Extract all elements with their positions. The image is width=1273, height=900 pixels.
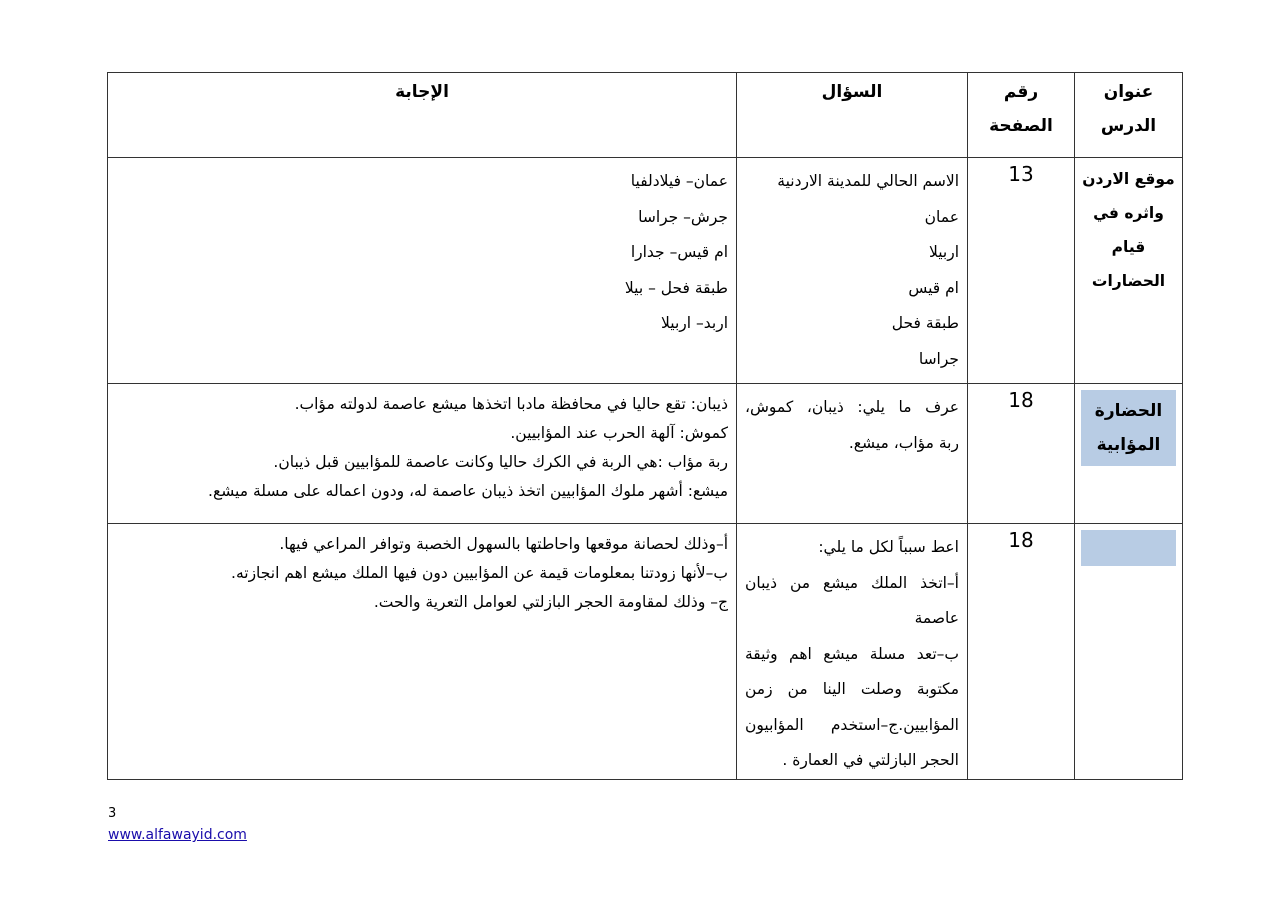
lesson-cell: موقع الاردن واثره في قيام الحضارات bbox=[1075, 158, 1183, 384]
page-number-cell: 13 bbox=[968, 158, 1075, 384]
table-row bbox=[108, 158, 1183, 384]
table-header-row bbox=[108, 73, 1183, 158]
page-number-cell: 18 bbox=[968, 384, 1075, 524]
header-answer: الإجابة bbox=[108, 73, 737, 158]
website-link[interactable]: www.alfawayid.com bbox=[108, 827, 247, 843]
answer-cell: عمان– فيلادلفيا جرش– جراسا ام قيس– جدارا طبقة فحل – بيلا اربد– اربيلا bbox=[108, 158, 737, 384]
answer-cell: ذيبان: تقع حاليا في محافظة مادبا اتخذها ميشع عاصمة لدولته مؤاب. كموش: آلهة الحرب عند المؤابيين. ربة مؤاب :هي الربة في الكرك حاليا وكانت عاصمة للمؤابيين قبل ذيبان. ميشع: أشهر ملوك المؤابيين اتخذ ذيبان عاصمة له، ودون اعماله على مسلة ميشع. bbox=[108, 384, 737, 524]
lesson-table bbox=[107, 72, 1183, 780]
question-cell: عرف ما يلي: ذيبان، كموش، ربة مؤاب، ميشع. bbox=[737, 384, 968, 524]
header-page-number: رقم الصفحة bbox=[968, 73, 1075, 158]
header-lesson-title: عنوان الدرس bbox=[1075, 73, 1183, 158]
lesson-cell bbox=[1075, 384, 1183, 524]
page-number-cell: 18 bbox=[968, 524, 1075, 780]
answer-cell: أ–وذلك لحصانة موقعها واحاطتها بالسهول الخصبة وتوافر المراعي فيها. ب–لأنها زودتنا بمعلومات قيمة عن المؤابيين دون فيها الملك ميشع اهم انجازته. ج– وذلك لمقاومة الحجر البازلتي لعوامل التعرية والحت. bbox=[108, 524, 737, 780]
question-cell: اعط سبباً لكل ما يلي: أ–اتخذ الملك ميشع من ذيبان عاصمة ب–تعد مسلة ميشع اهم وثيقة مكتوبة وصلت الينا من زمن المؤابيين.ج–استخدم المؤابيون الحجر البازلتي في العمارة . bbox=[737, 524, 968, 780]
lesson-highlight bbox=[1081, 530, 1176, 566]
question-cell: الاسم الحالي للمدينة الاردنية عمان اربيلا ام قيس طبقة فحل جراسا bbox=[737, 158, 968, 384]
lesson-highlight: الحضارة المؤابية bbox=[1081, 390, 1176, 466]
table-row bbox=[108, 524, 1183, 780]
header-question: السؤال bbox=[737, 73, 968, 158]
lesson-cell bbox=[1075, 524, 1183, 780]
page-number: 3 bbox=[108, 806, 117, 821]
table-row bbox=[108, 384, 1183, 524]
